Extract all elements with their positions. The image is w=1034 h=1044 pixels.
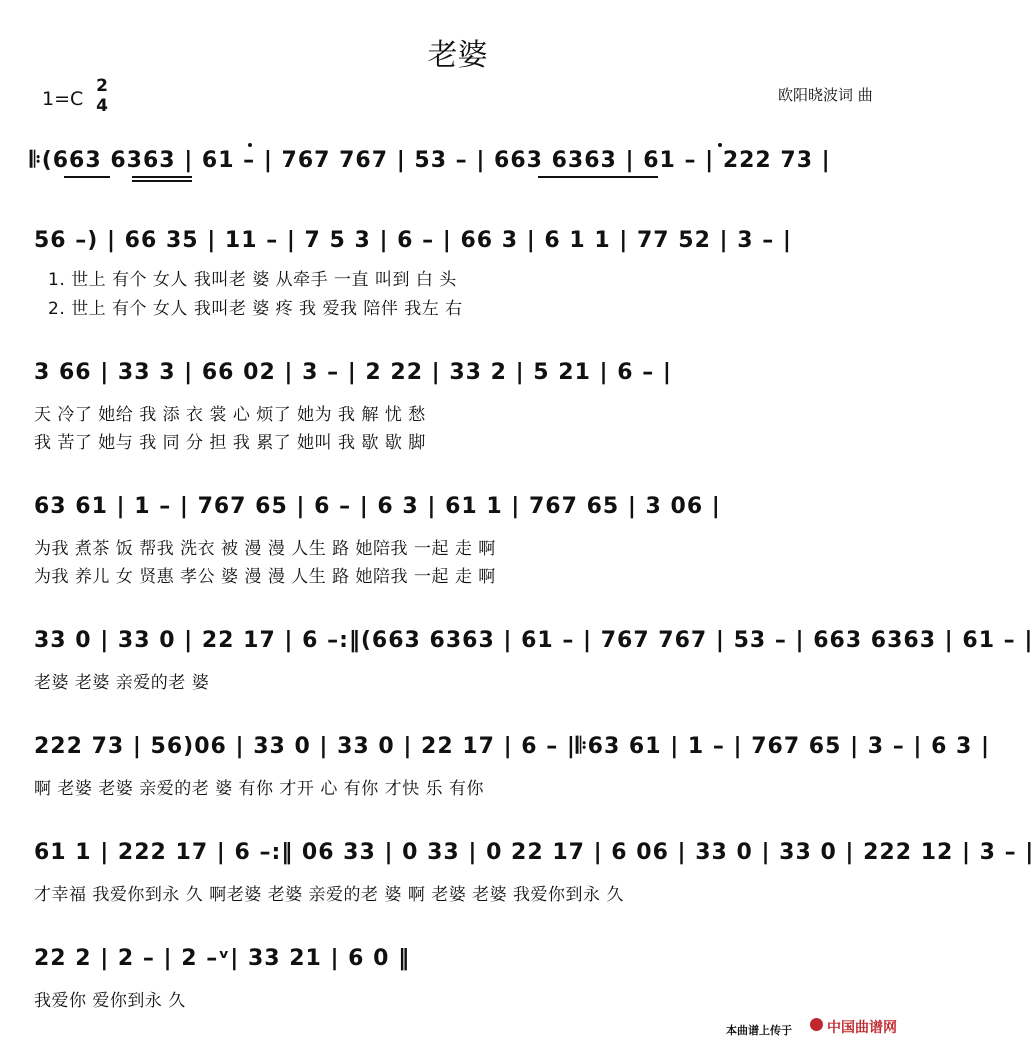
lyric-line-2-verse-2: 2. 世上 有个 女人 我叫老 婆 疼 我 爱我 陪伴 我左 右: [48, 299, 463, 319]
song-title: 老婆: [427, 38, 488, 73]
music-line-5: 33 0 | 33 0 | 22 17 | 6 –:‖(663 6363 | 61 – | 767 767 | 53 – | 663 6363 | 61 – |: [34, 628, 1034, 653]
music-line-8: 22 2 | 2 – | 2 –ᵛ| 33 21 | 6 0 ‖: [34, 946, 411, 971]
music-line-2: 56 –) | 66 35 | 11 – | 7 5 3 | 6 – | 66 3 | 6 1 1 | 77 52 | 3 – |: [34, 228, 792, 253]
lyric-line-7: 才幸福 我爱你到永 久 啊老婆 老婆 亲爱的老 婆 啊 老婆 老婆 我爱你到永 久: [34, 885, 624, 905]
beam-2: [132, 176, 192, 178]
beam-5: [596, 176, 658, 178]
lyric-line-3-verse-2: 我 苦了 她与 我 同 分 担 我 累了 她叫 我 歇 歇 脚: [34, 433, 426, 453]
lyric-line-3-verse-1: 天 冷了 她给 我 添 衣 裳 心 烦了 她为 我 解 忧 愁: [34, 405, 426, 425]
lyric-line-2-verse-1: 1. 世上 有个 女人 我叫老 婆 从牵手 一直 叫到 白 头: [48, 270, 457, 290]
site-logo-text: 中国曲谱网: [827, 1020, 897, 1036]
lyric-line-6: 啊 老婆 老婆 亲爱的老 婆 有你 才开 心 有你 才快 乐 有你: [34, 779, 484, 799]
beam-4: [538, 176, 596, 178]
credit: 欧阳晓波词 曲: [778, 86, 873, 104]
music-line-3: 3 66 | 33 3 | 66 02 | 3 – | 2 22 | 33 2 | 5 21 | 6 – |: [34, 360, 672, 385]
lyric-line-8: 我爱你 爱你到永 久: [34, 991, 186, 1011]
lyric-line-4-verse-1: 为我 煮茶 饭 帮我 洗衣 被 漫 漫 人生 路 她陪我 一起 走 啊: [34, 539, 496, 559]
octave-dot: [248, 143, 252, 147]
octave-dot: [718, 143, 722, 147]
music-line-4: 63 61 | 1 – | 767 65 | 6 – | 6 3 | 61 1 | 767 65 | 3 06 |: [34, 494, 721, 519]
site-logo-icon: [810, 1018, 823, 1031]
beam-3: [132, 180, 192, 182]
time-signature: [94, 76, 110, 116]
music-line-1: 𝄆(663 6363 | 61 – | 767 767 | 53 – | 663 6363 | 61 – | 222 73 |: [30, 148, 831, 173]
lyric-line-4-verse-2: 为我 养儿 女 贤惠 孝公 婆 漫 漫 人生 路 她陪我 一起 走 啊: [34, 567, 496, 587]
key-text: 1=C: [42, 88, 84, 110]
beam-1: [64, 176, 110, 178]
time-top: 2: [96, 76, 108, 96]
music-line-6: 222 73 | 56)06 | 33 0 | 33 0 | 22 17 | 6 – |𝄆63 61 | 1 – | 767 65 | 3 – | 6 3 |: [34, 734, 991, 759]
footer-text: 本曲谱上传于: [726, 1024, 792, 1037]
lyric-line-5: 老婆 老婆 亲爱的老 婆: [34, 673, 210, 693]
time-bottom: 4: [96, 96, 108, 116]
music-line-7: 61 1 | 222 17 | 6 –:‖ 06 33 | 0 33 | 0 22 17 | 6 06 | 33 0 | 33 0 | 222 12 | 3 – |: [34, 840, 1034, 865]
key-signature: [42, 76, 108, 116]
